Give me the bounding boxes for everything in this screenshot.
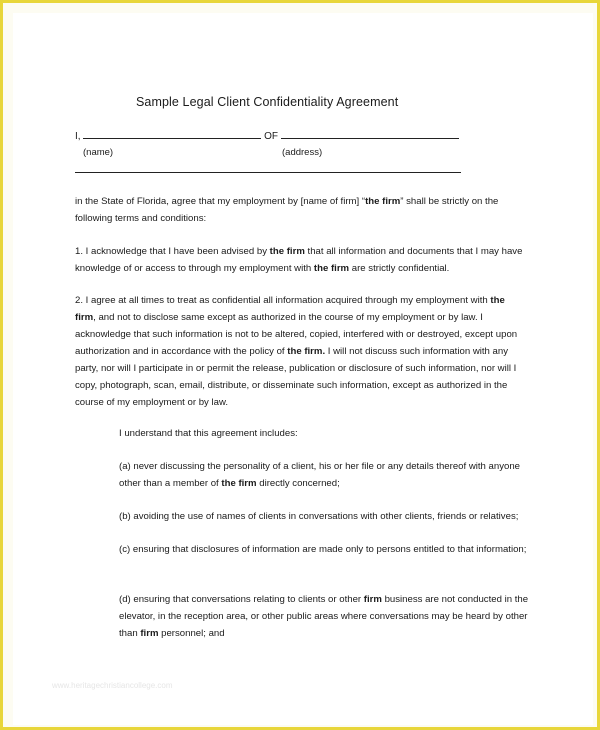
p1-text-a: 1. I acknowledge that I have been advised by xyxy=(75,246,270,257)
address-blank[interactable] xyxy=(281,128,459,139)
p2-bold-1: the firm xyxy=(75,295,505,323)
name-label: (name) xyxy=(83,147,114,158)
item-c: (c) ensuring that disclosures of information are made only to persons entitled to that information; xyxy=(119,544,527,555)
p2-text-c: I will not discuss such information with any party, nor will I participate in or permit the release, publication or disclosure of such information, nor will I copy, photograph, scan, email, distribute, or disseminate such information, except as authorized in the course of my employment or by law. xyxy=(75,346,517,408)
item-d-text-b: business are not conducted in the elevator, in the reception area, or other public areas where conversations may be heard by other than xyxy=(119,594,529,639)
paragraph-2 xyxy=(75,292,527,411)
address-label: (address) xyxy=(282,147,323,158)
item-d-bold-2: firm xyxy=(140,628,159,639)
p1-bold-2: the firm xyxy=(313,263,350,274)
p1-text-b: that all information and documents that I may have knowledge of or access to through my employment with xyxy=(75,246,523,274)
item-a-bold: the firm xyxy=(221,478,257,489)
includes-heading: I understand that this agreement includes: xyxy=(119,428,298,439)
item-a-text-b: directly concerned; xyxy=(256,478,340,489)
address-blank-2[interactable] xyxy=(75,162,461,173)
p2-text-a: 2. I agree at all times to treat as confidential all information acquired through my employment with xyxy=(75,295,491,306)
p1-bold-1: the firm xyxy=(269,246,305,257)
item-d xyxy=(119,591,529,642)
item-a-text-a: (a) never discussing the personality of a client, his or her file or any details thereof with anyone other than a member of xyxy=(119,461,521,489)
item-d-text-a: (d) ensuring that conversations relating to clients or other xyxy=(119,594,364,605)
p2-bold-2: the firm. xyxy=(287,346,326,357)
of-label: OF xyxy=(264,131,279,142)
name-address-line xyxy=(75,128,459,142)
name-blank[interactable] xyxy=(83,128,261,139)
item-d-bold-1: firm xyxy=(363,594,382,605)
watermark: www.heritagechristiancollege.com xyxy=(52,681,173,690)
paragraph-1 xyxy=(75,243,527,277)
intro-text-a: in the State of Florida, agree that my employment by [name of firm] “ xyxy=(75,196,366,207)
intro-bold: the firm xyxy=(365,196,401,207)
address-continuation-line xyxy=(75,162,461,176)
item-a xyxy=(119,458,529,492)
item-d-text-c: personnel; and xyxy=(158,628,225,639)
intro-text-b: ” shall be strictly on the following terms and conditions: xyxy=(75,196,499,224)
document-title: Sample Legal Client Confidentiality Agreement xyxy=(136,95,399,109)
p1-text-c: are strictly confidential. xyxy=(349,263,450,274)
item-b: (b) avoiding the use of names of clients in conversations with other clients, friends or relatives; xyxy=(119,511,519,522)
line-prefix: I, xyxy=(75,131,81,142)
p2-text-b: , and not to disclose same except as authorized in the course of my employment or by law. I acknowledge that such information is not to be altered, copied, interfered with or destroyed, except upon authorization and in accordance with the policy of xyxy=(75,312,518,357)
intro-paragraph xyxy=(75,193,527,227)
